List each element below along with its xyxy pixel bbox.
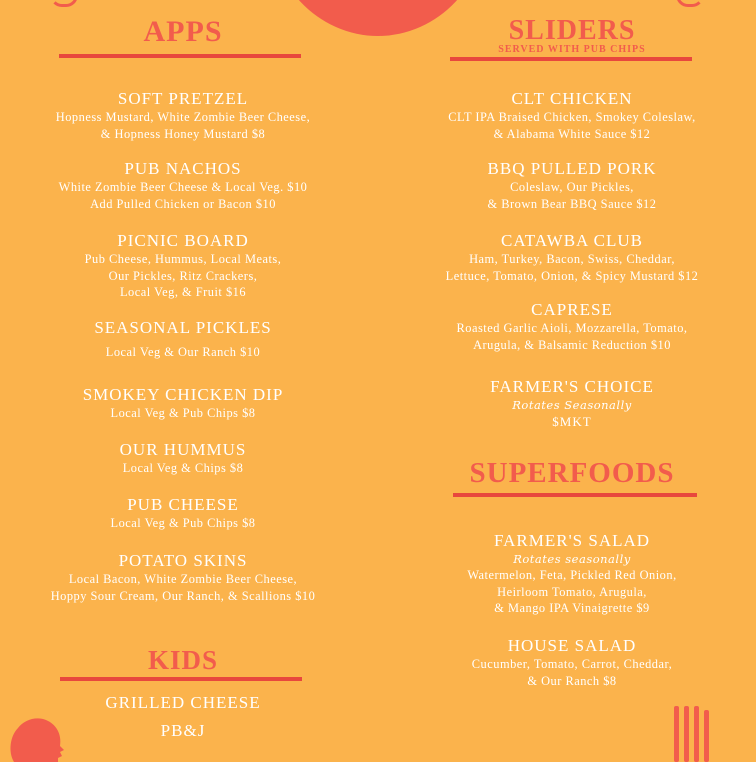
menu-item-grilled-cheese: GRILLED CHEESE: [105, 693, 261, 712]
sliders-title: SLIDERS: [508, 15, 636, 46]
corner-decoration-left: [50, 0, 78, 7]
fork-icon: [666, 706, 714, 762]
menu-item-pub-nachos: PUB NACHOS White Zombie Beer Cheese & Local Veg. $10 Add Pulled Chicken or Bacon $10: [0, 159, 366, 212]
item-name: SOFT PRETZEL: [117, 89, 249, 108]
menu-item-farmers-choice: FARMER'S CHOICE Rotates Seasonally $MKT: [388, 377, 756, 430]
item-name: PICNIC BOARD: [117, 231, 249, 250]
item-name: CAPRESE: [531, 300, 613, 319]
item-name: SMOKEY CHICKEN DIP: [82, 385, 284, 404]
menu-item-house-salad: HOUSE SALAD Cucumber, Tomato, Carrot, Cheddar, & Our Ranch $8: [388, 636, 756, 689]
menu-item-caprese: CAPRESE Roasted Garlic Aioli, Mozzarella, Tomato, Arugula, & Balsamic Reduction $10: [388, 300, 756, 353]
item-name: FARMER'S CHOICE: [490, 377, 654, 396]
menu-item-pbj: PB&J: [160, 721, 206, 740]
superfoods-title: SUPERFOODS: [469, 457, 675, 489]
item-name: HOUSE SALAD: [507, 636, 637, 655]
item-name: SEASONAL PICKLES: [94, 318, 272, 337]
item-name: PUB NACHOS: [124, 159, 242, 178]
item-name: OUR HUMMUS: [119, 440, 247, 459]
item-name: CATAWBA CLUB: [501, 231, 643, 250]
item-name: PUB CHEESE: [127, 495, 239, 514]
menu-item-clt-chicken: CLT CHICKEN CLT IPA Braised Chicken, Smokey Coleslaw, & Alabama White Sauce $12: [388, 89, 756, 142]
item-name: FARMER'S SALAD: [493, 531, 651, 550]
menu-item-smokey-chicken-dip: SMOKEY CHICKEN DIP Local Veg & Pub Chips $8: [0, 385, 366, 422]
item-name: CLT CHICKEN: [511, 89, 633, 108]
corner-decoration-right: [676, 0, 704, 7]
item-name: BBQ PULLED PORK: [487, 159, 657, 178]
sliders-rule: [450, 57, 692, 61]
menu-item-soft-pretzel: SOFT PRETZEL Hopness Mustard, White Zombie Beer Cheese, & Hopness Honey Mustard $8: [0, 89, 366, 142]
sliders-subtitle: SERVED WITH PUB CHIPS: [498, 44, 646, 55]
kids-title: KIDS: [147, 645, 219, 675]
apps-title: APPS: [143, 15, 223, 48]
menu-item-farmers-salad: FARMER'S SALAD Rotates seasonally Watermelon, Feta, Pickled Red Onion, Heirloom Tomato, Arugula, & Mango IPA Vinaigrette $9: [388, 531, 756, 617]
superfoods-rule: [453, 493, 697, 497]
menu-item-seasonal-pickles: SEASONAL PICKLES Local Veg & Our Ranch $10: [0, 318, 366, 361]
child-head-icon: [0, 706, 66, 762]
menu-item-bbq-pulled-pork: BBQ PULLED PORK Coleslaw, Our Pickles, & Brown Bear BBQ Sauce $12: [388, 159, 756, 212]
menu-item-catawba-club: CATAWBA CLUB Ham, Turkey, Bacon, Swiss, Cheddar, Lettuce, Tomato, Onion, & Spicy Mustard $12: [388, 231, 756, 284]
menu-item-pub-cheese: PUB CHEESE Local Veg & Pub Chips $8: [0, 495, 366, 532]
menu-item-our-hummus: OUR HUMMUS Local Veg & Chips $8: [0, 440, 366, 477]
menu-item-potato-skins: POTATO SKINS Local Bacon, White Zombie Beer Cheese, Hoppy Sour Cream, Our Ranch, & Scallions $10: [0, 551, 366, 604]
menu-item-picnic-board: PICNIC BOARD Pub Cheese, Hummus, Local Meats, Our Pickles, Ritz Crackers, Local Veg, & Fruit $16: [0, 231, 366, 301]
item-name: POTATO SKINS: [118, 551, 248, 570]
kids-rule: [60, 677, 302, 681]
apps-rule: [59, 54, 301, 58]
